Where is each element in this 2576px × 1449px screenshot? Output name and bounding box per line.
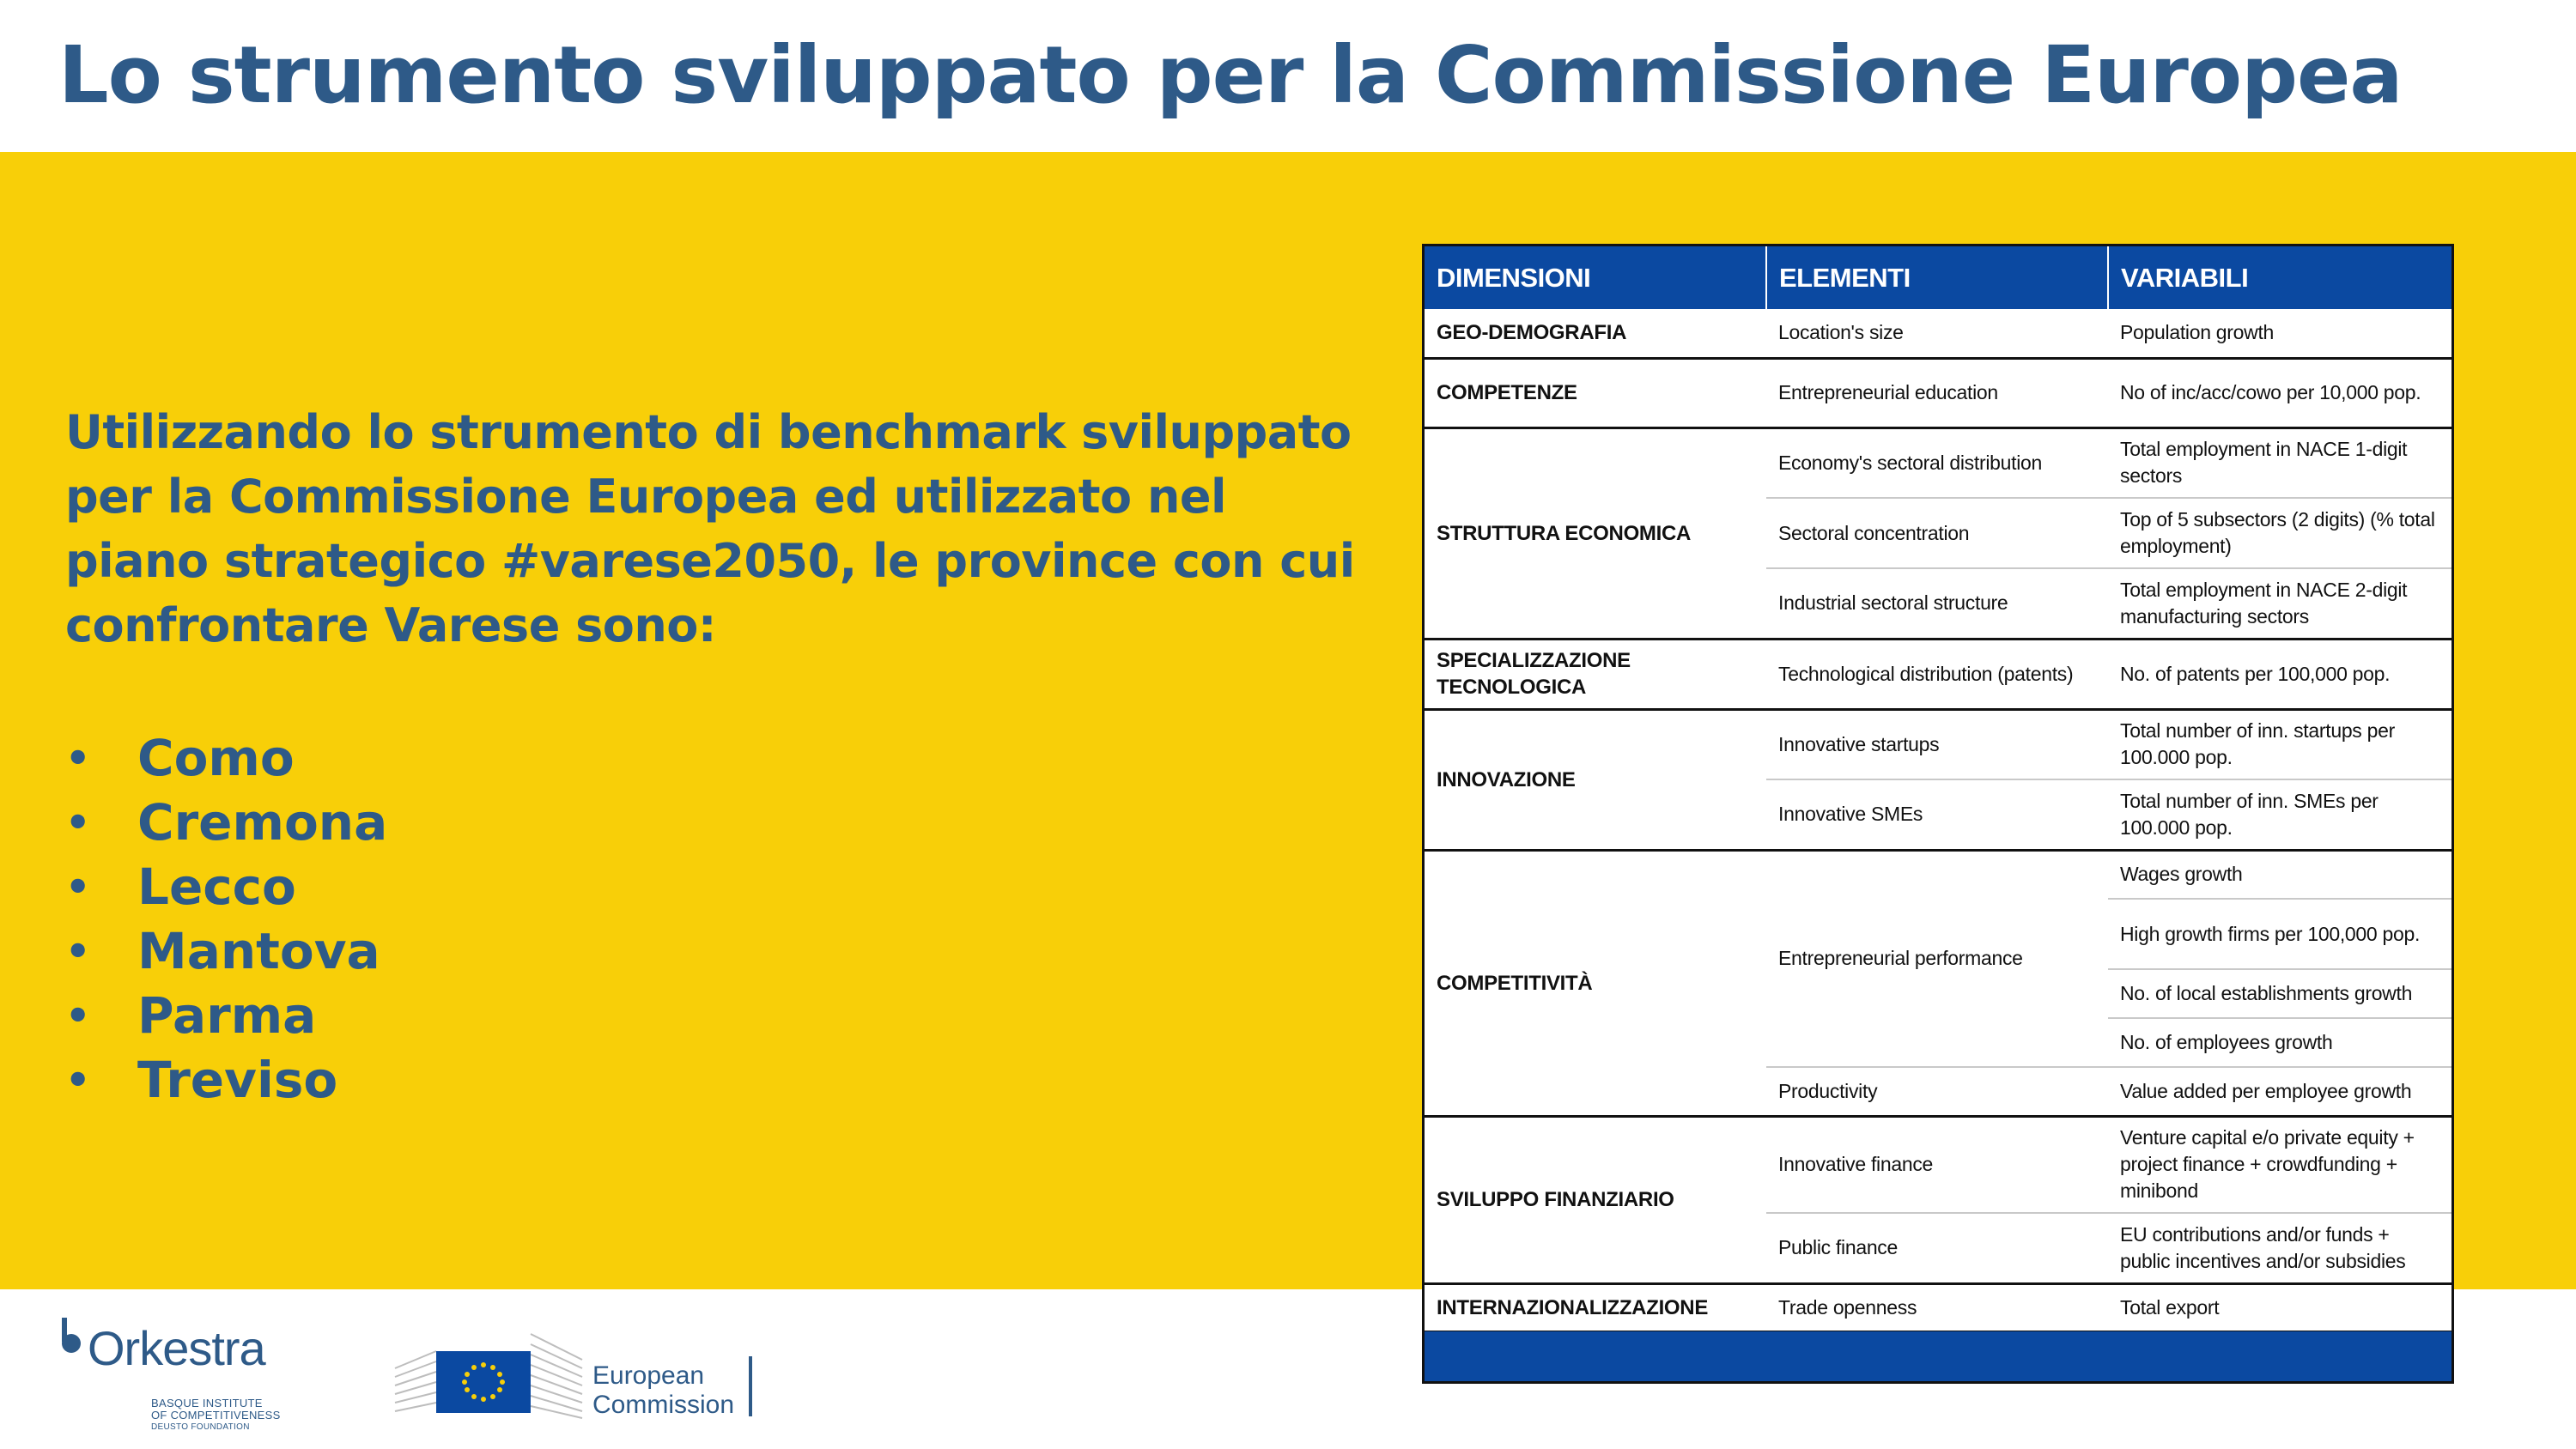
element-cell: Public finance [1766, 1213, 2108, 1283]
dimension-cell: GEO-DEMOGRAFIA [1425, 309, 1766, 358]
province-name: Como [137, 729, 295, 787]
dimension-cell: SPECIALIZZAZIONE TECNOLOGICA [1425, 639, 1766, 709]
province-list [65, 726, 387, 1113]
variable-cell: Total export [2108, 1283, 2451, 1331]
eu-flag-icon [393, 1317, 591, 1420]
ec-name: European Commission [592, 1361, 735, 1419]
province-name: Cremona [137, 793, 388, 852]
dimension-cell: INTERNAZIONALIZZAZIONE [1425, 1283, 1766, 1331]
variable-cell: Total employment in NACE 1-digit sectors [2108, 427, 2451, 498]
dimension-cell: COMPETENZE [1425, 358, 1766, 427]
province-name: Parma [137, 986, 317, 1045]
province-item: • Mantova [65, 922, 380, 980]
variable-cell: Venture capital e/o private equity + project finance + crowdfunding + minibond [2108, 1116, 2451, 1213]
element-cell: Innovative SMEs [1766, 779, 2108, 850]
province-item: • Treviso [65, 1051, 338, 1109]
table-row [1425, 850, 2451, 899]
province-name: Mantova [137, 922, 380, 980]
ec-divider [749, 1356, 752, 1416]
dimension-cell: STRUTTURA ECONOMICA [1425, 427, 1766, 639]
table-row [1425, 709, 2451, 779]
table-row [1425, 1283, 2451, 1331]
dimension-cell: COMPETITIVITÀ [1425, 850, 1766, 1116]
province-item: • Lecco [65, 858, 296, 916]
header-dimensioni: DIMENSIONI [1425, 246, 1766, 309]
intro-text: Utilizzando lo strumento di benchmark sviluppato per la Commissione Europea ed utilizzato nel piano strategico #varese2050, le province con cui confrontare Varese sono: [65, 405, 1355, 652]
variable-cell: EU contributions and/or funds + public incentives and/or subsidies [2108, 1213, 2451, 1283]
element-cell: Innovative startups [1766, 709, 2108, 779]
orkestra-subtitle: BASQUE INSTITUTE OF COMPETITIVENESS [151, 1397, 281, 1422]
province-item: • Parma [65, 986, 317, 1045]
variable-cell: Top of 5 subsectors (2 digits) (% total employment) [2108, 498, 2451, 568]
element-cell: Entrepreneurial education [1766, 358, 2108, 427]
table-header-row [1425, 246, 2451, 309]
variable-cell: Total employment in NACE 2-digit manufacturing sectors [2108, 568, 2451, 639]
element-cell: Productivity [1766, 1067, 2108, 1116]
element-cell: Sectoral concentration [1766, 498, 2108, 568]
element-cell: Economy's sectoral distribution [1766, 427, 2108, 498]
variable-cell: Wages growth [2108, 850, 2451, 899]
table-footer-bar [1425, 1331, 2451, 1381]
dimension-cell: INNOVAZIONE [1425, 709, 1766, 850]
element-cell: Industrial sectoral structure [1766, 568, 2108, 639]
element-cell: Location's size [1766, 309, 2108, 358]
variable-cell: Population growth [2108, 309, 2451, 358]
province-name: Treviso [137, 1051, 338, 1109]
variable-cell: No. of local establishments growth [2108, 969, 2451, 1018]
variable-cell: No. of patents per 100,000 pop. [2108, 639, 2451, 709]
european-commission-logo [393, 1317, 771, 1420]
orkestra-name: Orkestra [88, 1321, 265, 1375]
variable-cell: Total number of inn. SMEs per 100.000 pop. [2108, 779, 2451, 850]
province-name: Lecco [137, 858, 296, 916]
dimension-cell: SVILUPPO FINANZIARIO [1425, 1116, 1766, 1283]
benchmark-table [1422, 244, 2454, 1384]
orkestra-logo [55, 1315, 313, 1435]
table-row [1425, 639, 2451, 709]
page-title: Lo strumento sviluppato per la Commissione Europea [58, 29, 2403, 121]
element-cell: Trade openness [1766, 1283, 2108, 1331]
province-item: • Como [65, 729, 295, 787]
header-elementi: ELEMENTI [1766, 246, 2108, 309]
table-row [1425, 309, 2451, 358]
element-cell: Technological distribution (patents) [1766, 639, 2108, 709]
variable-cell: Total number of inn. startups per 100.000 pop. [2108, 709, 2451, 779]
variable-cell: No. of employees growth [2108, 1018, 2451, 1067]
variable-cell: High growth firms per 100,000 pop. [2108, 899, 2451, 969]
table-row [1425, 358, 2451, 427]
orkestra-mark-icon [60, 1318, 86, 1354]
variable-cell: Value added per employee growth [2108, 1067, 2451, 1116]
variable-cell: No of inc/acc/cowo per 10,000 pop. [2108, 358, 2451, 427]
table-row [1425, 1116, 2451, 1213]
element-cell: Entrepreneurial performance [1766, 850, 2108, 1067]
header-variabili: VARIABILI [2108, 246, 2451, 309]
table-row [1425, 427, 2451, 498]
province-item: • Cremona [65, 793, 388, 852]
orkestra-foundation: DEUSTO FOUNDATION [151, 1422, 250, 1432]
element-cell: Innovative finance [1766, 1116, 2108, 1213]
